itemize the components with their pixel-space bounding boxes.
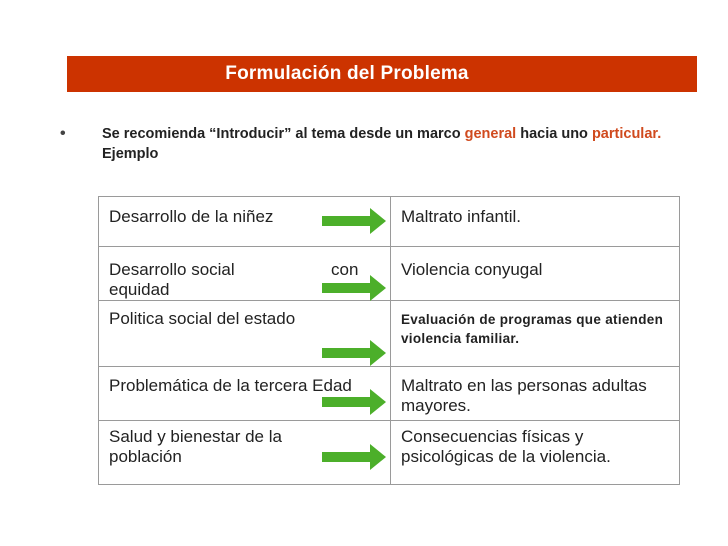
bullet-text: [102, 124, 680, 164]
column-divider: [390, 197, 391, 247]
right-arrow-icon: [320, 339, 388, 367]
table-row: [99, 196, 679, 247]
row-5-particular: Consecuencias físicas y psicológicas de la violencia.: [401, 427, 611, 466]
highlight-particular: particular.: [591, 126, 662, 142]
page-title: Formulación del Problema: [225, 63, 469, 84]
row-1-particular: Maltrato infantil.: [401, 207, 521, 226]
title-bar: [67, 56, 697, 92]
row-1-general: Desarrollo de la niñez: [109, 207, 274, 226]
column-divider: [390, 421, 391, 485]
bullet-dot-icon: •: [60, 125, 66, 142]
row-4-general: Problemática de la tercera Edad: [109, 376, 352, 395]
highlight-general: general: [464, 126, 517, 142]
bullet-text-part3: Ejemplo: [102, 146, 159, 162]
bullet-text-part1: Se recomienda “Introducir” al tema desde un marco: [102, 126, 465, 142]
column-divider: [390, 247, 391, 301]
table-row: [99, 300, 679, 367]
row-2-particular: Violencia conyugal: [401, 260, 543, 279]
bullet-text-part2: hacia uno: [516, 126, 592, 142]
table-row: [99, 420, 679, 485]
row-2-general-line2: equidad: [109, 280, 170, 299]
table-row: [99, 366, 679, 421]
row-4-particular: Maltrato en las personas adultas mayores.: [401, 376, 647, 415]
right-arrow-icon: [320, 443, 388, 471]
right-arrow-icon: [320, 274, 388, 302]
row-2-general-con: con: [331, 260, 359, 279]
bullet-paragraph: [60, 124, 680, 164]
right-arrow-icon: [320, 207, 388, 235]
row-2-general-line1: Desarrollo social: [109, 260, 235, 279]
example-table: [98, 196, 680, 485]
right-arrow-icon: [320, 388, 388, 416]
row-5-general: Salud y bienestar de la población: [109, 427, 282, 466]
column-divider: [390, 301, 391, 367]
column-divider: [390, 367, 391, 421]
row-3-general: Politica social del estado: [109, 309, 296, 328]
row-3-particular: Evaluación de programas que atienden violencia familiar.: [401, 312, 664, 346]
table-row: [99, 246, 679, 301]
